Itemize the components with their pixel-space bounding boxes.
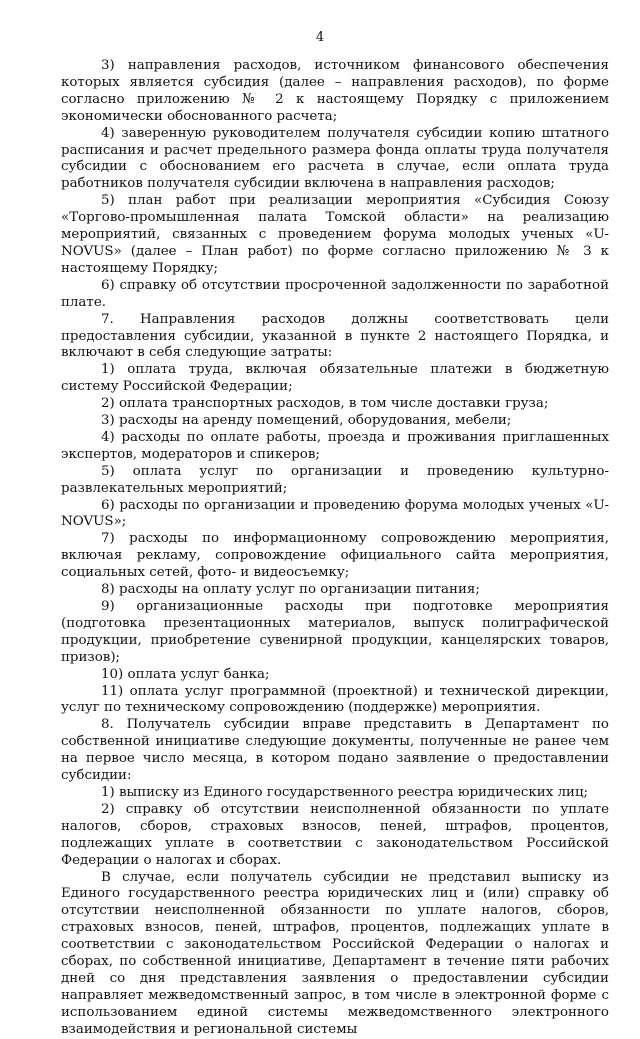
document-body <box>61 58 609 1039</box>
paragraph-expense-2: 2) оплата транспортных расходов, в том числе доставки груза; <box>101 396 549 412</box>
paragraph-document-1: 1) выписку из Единого государственного реестра юридических лиц; <box>101 784 589 800</box>
paragraph-expense-7: 7) расходы по информационному сопровождению мероприятия, включая рекламу, сопровождение официального сайта мероприятия, социальных сетей, фото- и видеосъемку; <box>61 531 609 581</box>
paragraph-interagency-request: В случае, если получатель субсидии не представил выписку из Единого государственного реестра юридических лиц и (или) справку об отсутствии неисполненной обязанности по уплате налогов, сборов, страховых взносов, пеней, штрафов, процентов, подлежащих уплате в соответствии с законодательством Российской Федерации о налогах и сборах, по собственной инициативе, Департамент в течение пяти рабочих дней со дня представления заявления о предоставлении субсидии направляет межведомственный запрос, в том числе в электронной форме с использованием единой системы межведомственного электронного взаимодействия и региональной системы <box>61 869 609 1037</box>
paragraph-item-3-expense-directions: 3) направления расходов, источником финансового обеспечения которых является субсидия (далее – направления расходов), по форме согласно приложению № 2 к настоящему Порядку с приложением экономически обоснованного расчета; <box>61 58 609 124</box>
paragraph-expense-8: 8) расходы на оплату услуг по организации питания; <box>101 582 480 598</box>
paragraph-expense-10: 10) оплата услуг банка; <box>101 666 270 682</box>
paragraph-expense-4: 4) расходы по оплате работы, проезда и проживания приглашенных экспертов, модераторов и спикеров; <box>61 429 609 462</box>
paragraph-expense-1: 1) оплата труда, включая обязательные платежи в бюджетную систему Российской Федерации; <box>61 362 609 395</box>
paragraph-expense-11: 11) оплата услуг программной (проектной) и технической дирекции, услуг по техническому сопровождению (поддержке) мероприятия. <box>61 683 609 716</box>
paragraph-expense-9: 9) организационные расходы при подготовке мероприятия (подготовка презентационных материалов, выпуск полиграфической продукции, приобретение сувенирной продукции, канцелярских товаров, призов); <box>61 599 609 665</box>
paragraph-item-5-work-plan: 5) план работ при реализации мероприятия «Субсидия Союзу «Торгово-промышленная палата Томской области» на реализацию мероприятий, связанных с проведением форума молодых ученых «U-NOVUS» (далее – План работ) по форме согласно приложению № 3 к настоящему Порядку; <box>61 193 609 276</box>
paragraph-expense-3: 3) расходы на аренду помещений, оборудования, мебели; <box>101 413 512 429</box>
paragraph-item-6-salary-certificate: 6) справку об отсутствии просроченной задолженности по заработной плате. <box>61 277 609 310</box>
paragraph-item-4-staff-schedule: 4) заверенную руководителем получателя субсидии копию штатного расписания и расчет предельного размера фонда оплаты труда получателя субсидии с обоснованием его расчета в случае, если оплата труда работников получателя субсидии включена в направления расходов; <box>61 125 609 192</box>
paragraph-document-2: 2) справку об отсутствии неисполненной обязанности по уплате налогов, сборов, страховых взносов, пеней, штрафов, процентов, подлежащих уплате в соответствии с законодательством Российской Федерации о налогах и сборах. <box>61 801 609 868</box>
page-number: 4 <box>315 30 325 45</box>
paragraph-clause-8: 8. Получатель субсидии вправе представить в Департамент по собственной инициативе следующие документы, полученные не ранее чем на первое число месяца, в котором подано заявление о предоставлении субсидии: <box>61 717 609 784</box>
paragraph-clause-7: 7. Направления расходов должны соответствовать цели предоставления субсидии, указанной в пункте 2 настоящего Порядка, и включают в себя следующие затраты: <box>61 311 609 361</box>
paragraph-expense-6: 6) расходы по организации и проведению форума молодых ученых «U-NOVUS»; <box>61 497 609 530</box>
paragraph-expense-5: 5) оплата услуг по организации и проведению культурно-развлекательных мероприятий; <box>61 463 609 496</box>
